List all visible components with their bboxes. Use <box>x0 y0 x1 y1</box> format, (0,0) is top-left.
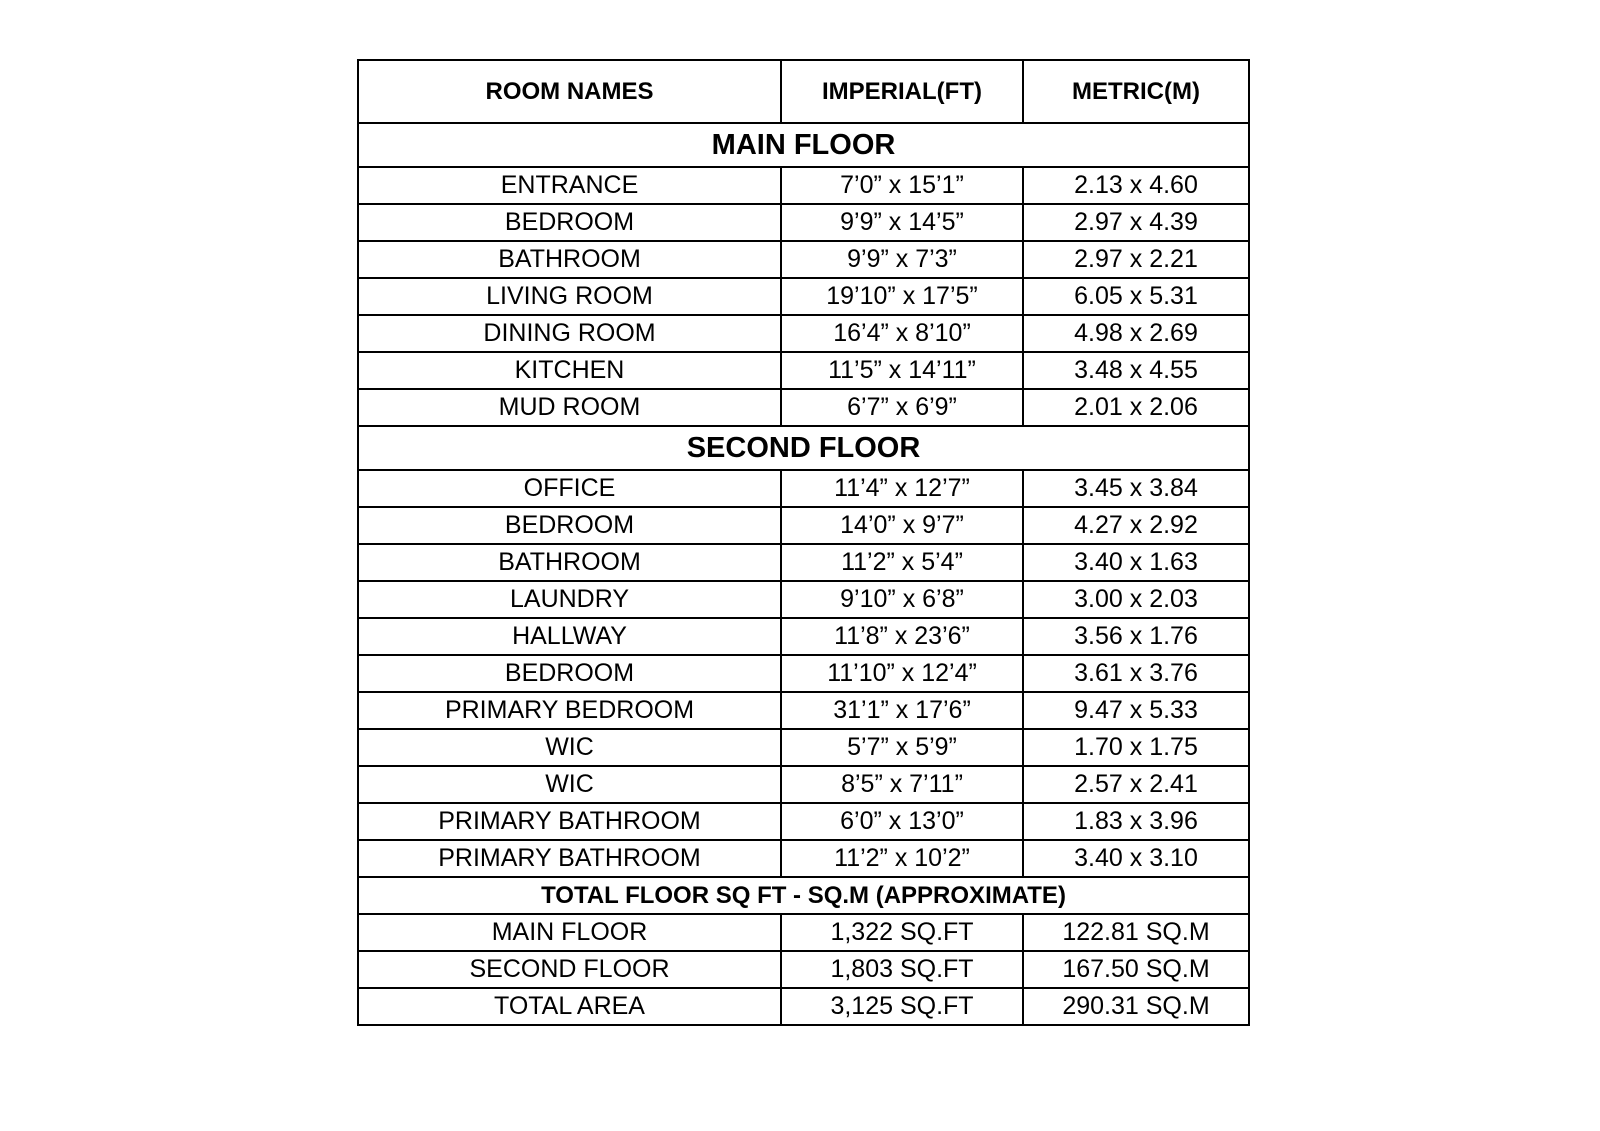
header-room-names: ROOM NAMES <box>358 60 781 123</box>
imperial-cell: 11’2” x 10’2” <box>781 840 1023 877</box>
table-row <box>358 988 1249 1025</box>
metric-cell: 6.05 x 5.31 <box>1023 278 1249 315</box>
imperial-cell: 9’10” x 6’8” <box>781 581 1023 618</box>
metric-cell: 3.40 x 3.10 <box>1023 840 1249 877</box>
table-row <box>358 655 1249 692</box>
metric-cell: 4.98 x 2.69 <box>1023 315 1249 352</box>
imperial-cell: 11’4” x 12’7” <box>781 470 1023 507</box>
room-name-cell: LIVING ROOM <box>358 278 781 315</box>
room-name-cell: PRIMARY BEDROOM <box>358 692 781 729</box>
metric-cell: 1.70 x 1.75 <box>1023 729 1249 766</box>
room-name-cell: BATHROOM <box>358 544 781 581</box>
room-name-cell: OFFICE <box>358 470 781 507</box>
room-name-cell: DINING ROOM <box>358 315 781 352</box>
table-row <box>358 803 1249 840</box>
table-row <box>358 544 1249 581</box>
room-name-cell: PRIMARY BATHROOM <box>358 840 781 877</box>
total-name-cell: SECOND FLOOR <box>358 951 781 988</box>
metric-cell: 2.13 x 4.60 <box>1023 167 1249 204</box>
total-metric-cell: 122.81 SQ.M <box>1023 914 1249 951</box>
metric-cell: 1.83 x 3.96 <box>1023 803 1249 840</box>
header-metric: METRIC(M) <box>1023 60 1249 123</box>
metric-cell: 3.48 x 4.55 <box>1023 352 1249 389</box>
table-row <box>358 840 1249 877</box>
table-row <box>358 315 1249 352</box>
metric-cell: 3.40 x 1.63 <box>1023 544 1249 581</box>
room-name-cell: WIC <box>358 766 781 803</box>
table-row <box>358 389 1249 426</box>
metric-cell: 2.01 x 2.06 <box>1023 389 1249 426</box>
imperial-cell: 11’8” x 23’6” <box>781 618 1023 655</box>
total-metric-cell: 167.50 SQ.M <box>1023 951 1249 988</box>
room-name-cell: ENTRANCE <box>358 167 781 204</box>
room-name-cell: KITCHEN <box>358 352 781 389</box>
section-row-second-floor <box>358 426 1249 470</box>
imperial-cell: 11’5” x 14’11” <box>781 352 1023 389</box>
table-row <box>358 618 1249 655</box>
table-row <box>358 581 1249 618</box>
metric-cell: 3.61 x 3.76 <box>1023 655 1249 692</box>
total-imperial-cell: 1,803 SQ.FT <box>781 951 1023 988</box>
table-row <box>358 352 1249 389</box>
imperial-cell: 5’7” x 5’9” <box>781 729 1023 766</box>
room-name-cell: BATHROOM <box>358 241 781 278</box>
table-row <box>358 914 1249 951</box>
total-metric-cell: 290.31 SQ.M <box>1023 988 1249 1025</box>
section-row-totals <box>358 877 1249 914</box>
imperial-cell: 31’1” x 17’6” <box>781 692 1023 729</box>
imperial-cell: 8’5” x 7’11” <box>781 766 1023 803</box>
table-row <box>358 204 1249 241</box>
table-row <box>358 470 1249 507</box>
imperial-cell: 16’4” x 8’10” <box>781 315 1023 352</box>
metric-cell: 4.27 x 2.92 <box>1023 507 1249 544</box>
imperial-cell: 6’0” x 13’0” <box>781 803 1023 840</box>
section-row-main-floor <box>358 123 1249 167</box>
metric-cell: 2.97 x 2.21 <box>1023 241 1249 278</box>
section-title-totals: TOTAL FLOOR SQ FT - SQ.M (APPROXIMATE) <box>358 877 1249 914</box>
metric-cell: 3.45 x 3.84 <box>1023 470 1249 507</box>
imperial-cell: 7’0” x 15’1” <box>781 167 1023 204</box>
room-dimensions-table <box>357 59 1250 1026</box>
table-header-row <box>358 60 1249 123</box>
metric-cell: 3.56 x 1.76 <box>1023 618 1249 655</box>
total-name-cell: TOTAL AREA <box>358 988 781 1025</box>
imperial-cell: 11’10” x 12’4” <box>781 655 1023 692</box>
table-row <box>358 507 1249 544</box>
imperial-cell: 11’2” x 5’4” <box>781 544 1023 581</box>
metric-cell: 2.57 x 2.41 <box>1023 766 1249 803</box>
room-name-cell: BEDROOM <box>358 507 781 544</box>
room-name-cell: WIC <box>358 729 781 766</box>
header-imperial: IMPERIAL(FT) <box>781 60 1023 123</box>
table-row <box>358 278 1249 315</box>
imperial-cell: 9’9” x 7’3” <box>781 241 1023 278</box>
table-row <box>358 241 1249 278</box>
room-name-cell: PRIMARY BATHROOM <box>358 803 781 840</box>
table-body <box>358 123 1249 1025</box>
table-row <box>358 951 1249 988</box>
table-row <box>358 729 1249 766</box>
room-name-cell: BEDROOM <box>358 204 781 241</box>
imperial-cell: 9’9” x 14’5” <box>781 204 1023 241</box>
table-row <box>358 167 1249 204</box>
total-imperial-cell: 1,322 SQ.FT <box>781 914 1023 951</box>
metric-cell: 2.97 x 4.39 <box>1023 204 1249 241</box>
metric-cell: 3.00 x 2.03 <box>1023 581 1249 618</box>
imperial-cell: 6’7” x 6’9” <box>781 389 1023 426</box>
imperial-cell: 19’10” x 17’5” <box>781 278 1023 315</box>
metric-cell: 9.47 x 5.33 <box>1023 692 1249 729</box>
section-title-main-floor: MAIN FLOOR <box>358 123 1249 167</box>
room-name-cell: MUD ROOM <box>358 389 781 426</box>
room-name-cell: HALLWAY <box>358 618 781 655</box>
total-imperial-cell: 3,125 SQ.FT <box>781 988 1023 1025</box>
room-name-cell: LAUNDRY <box>358 581 781 618</box>
imperial-cell: 14’0” x 9’7” <box>781 507 1023 544</box>
total-name-cell: MAIN FLOOR <box>358 914 781 951</box>
table-row <box>358 692 1249 729</box>
table-row <box>358 766 1249 803</box>
room-name-cell: BEDROOM <box>358 655 781 692</box>
section-title-second-floor: SECOND FLOOR <box>358 426 1249 470</box>
